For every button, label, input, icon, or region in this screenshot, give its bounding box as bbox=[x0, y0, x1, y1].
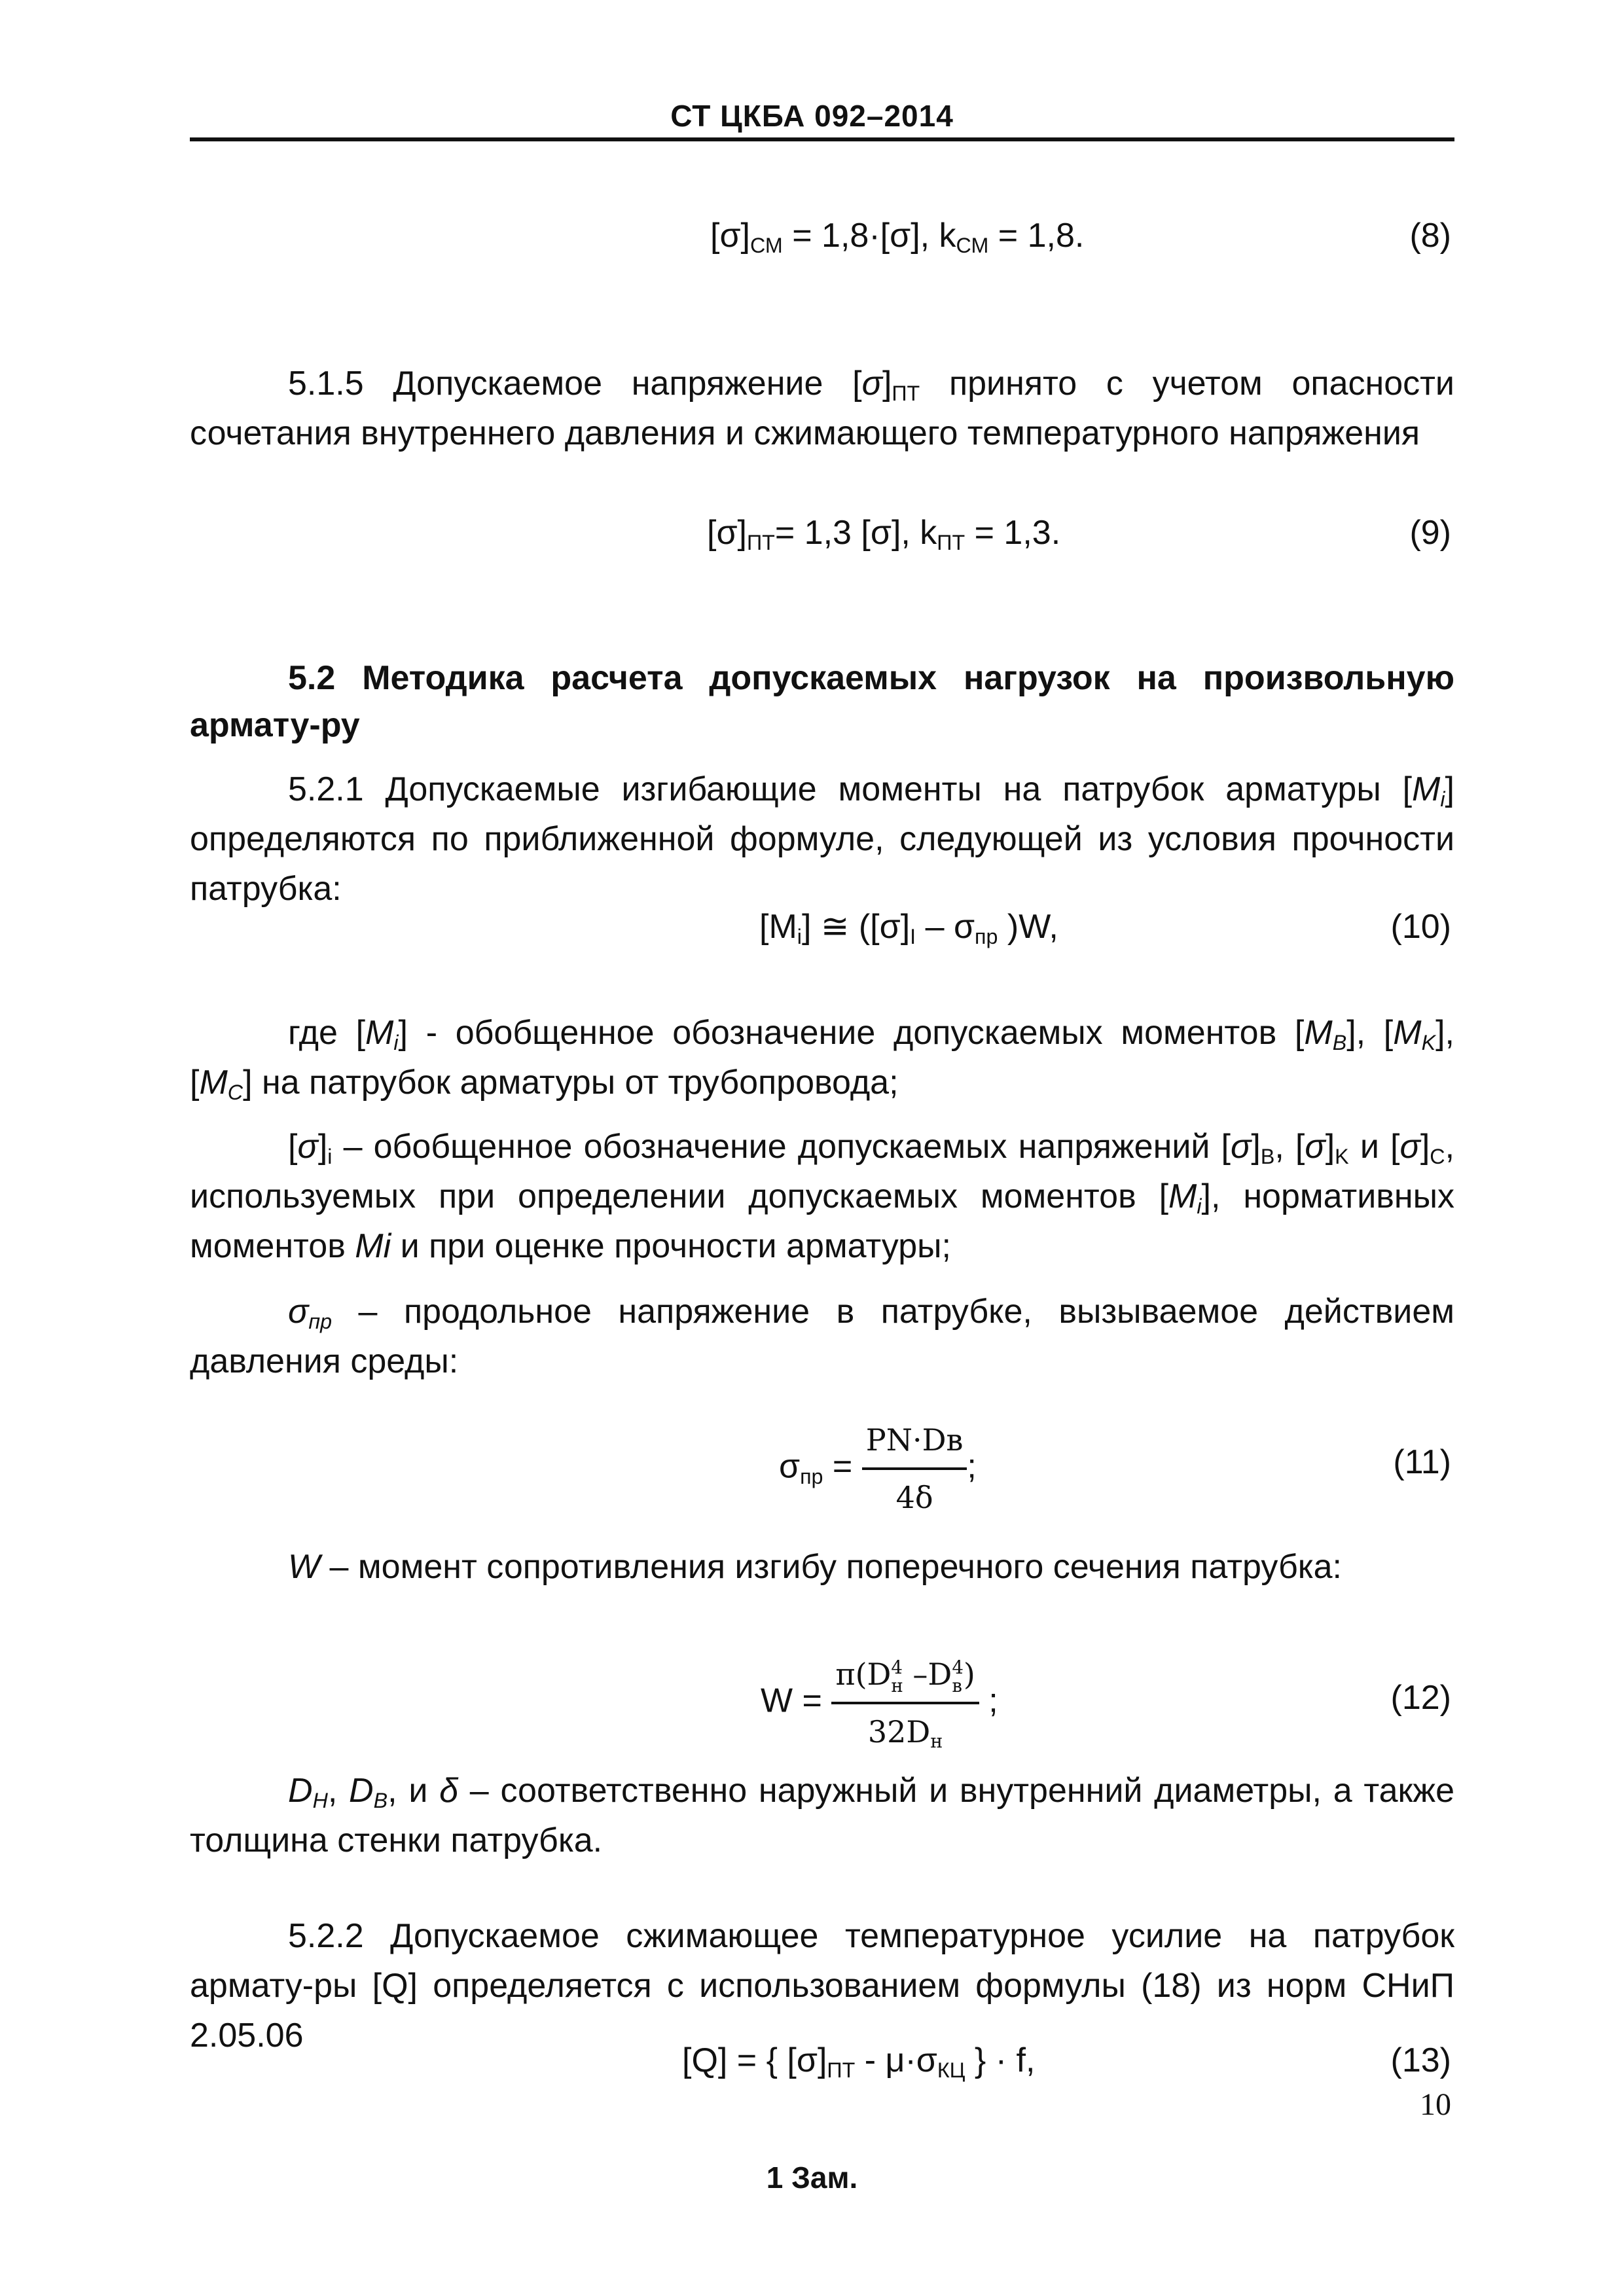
equation-12-number: (12) bbox=[1390, 1679, 1451, 1717]
fraction-12: π(D 4 н –D 4 в ) $32D_н$ bbox=[831, 1649, 979, 1757]
definition-w: W – момент сопротивления изгибу поперечного сечения патрубка: bbox=[288, 1548, 1342, 1586]
paragraph-5-2-1: 5.2.1 Допускаемые изгибающие моменты на патрубок арматуры $[M_i]$ определяются по приближенной формуле, следующей из условия прочности патрубка: bbox=[190, 770, 1454, 908]
definition-sigma-pr: $\sigma_{пр}$ – продольное напряжение в патрубке, вызываемое действием давления среды: bbox=[190, 1293, 1454, 1380]
equation-9-number: (9) bbox=[1409, 514, 1451, 552]
equation-9: $[\sigma]_{ПТ}= 1,3$ [σ], $k_{ПТ} = 1,3$. bbox=[707, 514, 1061, 555]
section-heading-5-2: 5.2 Методика расчета допускаемых нагрузок на произвольную армату-ру bbox=[190, 659, 1454, 744]
equation-8-number: (8) bbox=[1409, 217, 1451, 255]
header-rule bbox=[190, 137, 1454, 141]
amendment-footer: 1 Зам. bbox=[766, 2161, 858, 2195]
definition-sigma-i: $[\sigma]_i$ – обобщенное обозначение допускаемых напряжений $[\sigma]_B$, $[\sigma]_K$ и $[\sigma]_C$, используемых при определении допускаемых моментов $[M_i]$, нормативных моментов Mi и при оценке прочности арматуры; bbox=[190, 1128, 1455, 1265]
definition-mi: где $[M_i]$ - обобщенное обозначение допускаемых моментов $[M_B]$, $[M_K]$, $[M_C]$ на патрубок арматуры от трубопровода; bbox=[190, 1014, 1454, 1105]
equation-13: [Q] = { $[\sigma]_{ПТ} - \mu\cdot\sigma_{КЦ}$ } · f, bbox=[682, 2041, 1036, 2083]
definition-diameters: $D_H$, $D_B$, и δ – соответственно наружный и внутренний диаметры, а также толщина стенки патрубка. bbox=[190, 1772, 1455, 1859]
equation-8: $[\sigma]_{СМ} = 1,8\cdot[\sigma]$, $k_{СМ} = 1,8$. bbox=[710, 217, 1085, 258]
paragraph-5-1-5: 5.1.5 Допускаемое напряжение $[\sigma]_{ПТ}$ принято с учетом опасности сочетания внутреннего давления и сжимающего температурного напряжения bbox=[190, 365, 1454, 452]
page-number: 10 bbox=[1420, 2087, 1451, 2122]
paragraph-5-2-2: 5.2.2 Допускаемое сжимающее температурное усилие на патрубок армату-ры [Q] определяется с использованием формулы (18) из норм СНиП 2.05.06 bbox=[190, 1917, 1454, 2054]
document-code-header: СТ ЦКБА 092–2014 bbox=[670, 99, 954, 133]
equation-13-number: (13) bbox=[1390, 2041, 1451, 2079]
equation-12: W = π(D 4 н –D 4 в ) $32D_н$ ; bbox=[761, 1649, 998, 1757]
equation-10-number: (10) bbox=[1390, 908, 1451, 946]
equation-10: $[M_i]$ ≅ ($[\sigma]_I - \sigma_{пр}$ )W, bbox=[759, 908, 1058, 949]
equation-11-number: (11) bbox=[1393, 1443, 1451, 1481]
fraction-11: $\frac{PN\cdot Dв}{4\delta}$ bbox=[862, 1415, 967, 1522]
equation-11: $\sigma_{пр}$ = $\frac{PN\cdot Dв}{4\delta}$ ; bbox=[779, 1415, 977, 1522]
